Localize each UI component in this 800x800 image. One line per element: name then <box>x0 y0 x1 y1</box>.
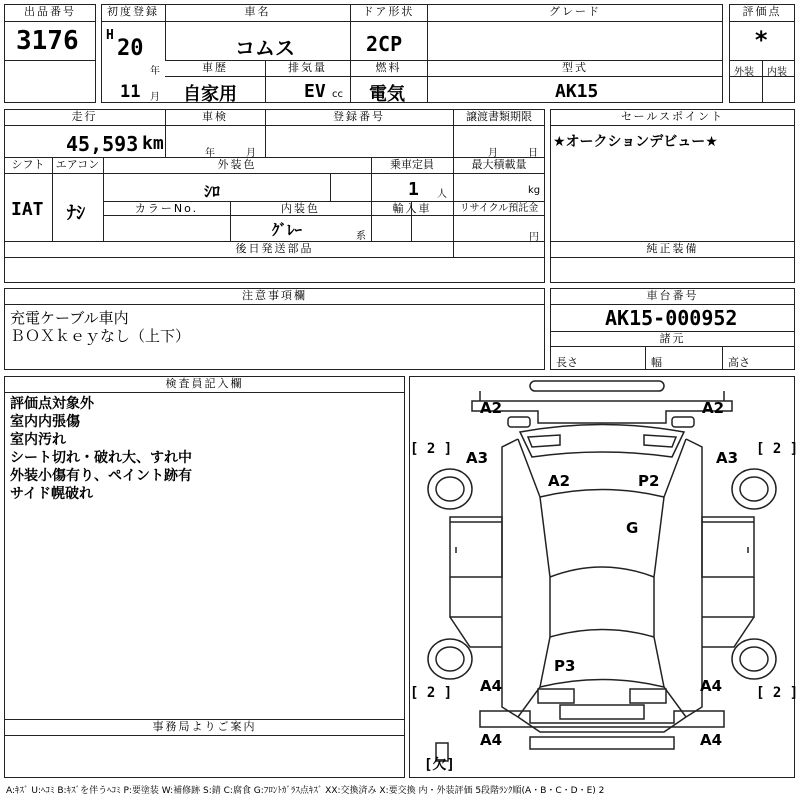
aircon: ﾅｼ <box>67 203 85 224</box>
ext-color-label: 外装色 <box>217 158 257 171</box>
reg-month: 11 <box>120 82 141 102</box>
fuel: 電気 <box>369 84 405 105</box>
capacity: 1 <box>408 179 419 200</box>
capacity-label: 乗車定員 <box>390 158 434 171</box>
mark-front-left: A2 <box>480 399 503 417</box>
int-color-unit: 系 <box>356 231 366 242</box>
later-parts-label: 後日発送部品 <box>235 242 314 255</box>
specs-label: 諸元 <box>659 332 686 345</box>
interior-label: 内装 <box>767 67 787 78</box>
mark-rear-right: A4 <box>700 731 723 749</box>
sales-point: ★オークションデビュー★ <box>553 134 718 150</box>
mark-seat-right: P2 <box>638 472 660 490</box>
month-unit: 月 <box>150 92 160 103</box>
int-color-label: 内装色 <box>281 202 320 215</box>
insp-year-unit: 年 <box>205 148 215 159</box>
reg-year: 20 <box>117 36 144 61</box>
tire-rear-left: [ 2 ] <box>410 685 453 701</box>
mark-front-right: A2 <box>702 399 725 417</box>
exterior-label: 外装 <box>734 67 754 78</box>
inspector-label: 検査員記入欄 <box>165 377 244 390</box>
insp-month-unit: 月 <box>246 148 256 159</box>
car-diagram-drawing <box>410 377 794 777</box>
year-unit: 年 <box>150 66 160 77</box>
mark-left-front: A3 <box>466 449 489 467</box>
height-label: 高さ <box>728 356 750 369</box>
spare-tire-mark: [欠] <box>424 757 455 773</box>
sales-point-label: セールスポイント <box>620 110 724 123</box>
shift: IAT <box>11 199 44 220</box>
score-label: 評価点 <box>742 5 782 18</box>
office-label: 事務局よりご案内 <box>152 720 257 733</box>
history-label: 車歴 <box>202 61 228 74</box>
max-load-unit: kg <box>528 185 541 196</box>
length-label: 長さ <box>556 356 578 369</box>
mileage-label: 走行 <box>71 110 98 123</box>
chassis-label: 車台番号 <box>646 289 699 302</box>
caution-label: 注意事項欄 <box>242 289 307 302</box>
lot-number-label: 出品番号 <box>24 5 76 18</box>
mileage: 45,593 <box>66 132 139 156</box>
lot-number: 3176 <box>16 26 79 56</box>
tire-rear-right: [ 2 ] <box>756 685 799 701</box>
legend: A:ｷｽﾞ U:ﾍｺﾐ B:ｷｽﾞを伴うﾍｺﾐ P:要塗装 W:補修跡 S:錆 C:腐食 G:ﾌﾛﾝﾄｶﾞﾗｽ点ｷｽﾞ XX:交換済み X:要交換 内・外装評価 5段階ﾗﾝｸ順(A・B・C・D・E) 2 <box>6 786 605 796</box>
mark-rear-left: A4 <box>480 731 503 749</box>
fuel-label: 燃料 <box>375 61 402 74</box>
displacement-unit: cc <box>332 89 343 100</box>
score: * <box>754 26 769 54</box>
history: 自家用 <box>183 84 237 105</box>
caution-text: 充電ケーブル車内 ＢＯＸｋｅｙなし（上下） <box>10 309 191 345</box>
reg-no-label: 登録番号 <box>333 110 385 123</box>
transfer-day-unit: 日 <box>528 148 538 159</box>
displacement: EV <box>304 81 326 102</box>
width-label: 幅 <box>651 356 662 369</box>
ext-color: ｼﾛ <box>204 182 221 201</box>
mileage-unit: km <box>142 133 164 154</box>
mark-right-rear: A4 <box>700 677 723 695</box>
displacement-label: 排気量 <box>288 61 327 74</box>
capacity-unit: 人 <box>437 189 447 200</box>
model-code: AK15 <box>555 81 599 102</box>
int-color: ｸﾞﾚｰ <box>272 221 303 239</box>
chassis-number: AK15-000952 <box>605 306 738 330</box>
inspector-text: 評価点対象外 室内内張傷 室内汚れ シート切れ・破れ大、すれ中 外装小傷有り、ペイント跡有 サイド幌破れ <box>10 396 192 502</box>
tire-front-left: [ 2 ] <box>410 441 453 457</box>
recycle-label: リサイクル預託金 <box>459 203 539 214</box>
import-label: 輸入車 <box>392 202 432 215</box>
recycle-unit: 円 <box>529 232 539 243</box>
mark-right-front: A3 <box>716 449 739 467</box>
inspection-label: 車検 <box>202 110 228 123</box>
door-label: ドア形状 <box>362 5 415 18</box>
mark-left-rear: A4 <box>480 677 503 695</box>
tire-front-right: [ 2 ] <box>756 441 799 457</box>
color-no-label: カラーNo. <box>134 202 199 215</box>
door-type: 2CP <box>366 32 403 56</box>
era-letter: H <box>106 28 114 43</box>
transfer-label: 譲渡書類期限 <box>466 110 532 123</box>
mark-rear-seat: P3 <box>554 657 576 675</box>
genuine-label: 純正装備 <box>646 242 699 255</box>
car-name-label: 車名 <box>244 5 271 18</box>
grade-label: グレード <box>549 5 601 18</box>
max-load-label: 最大積載量 <box>471 158 527 171</box>
car-name: コムス <box>235 36 295 60</box>
transfer-month-unit: 月 <box>488 148 498 159</box>
model-label: 型式 <box>562 61 588 74</box>
aircon-label: エアコン <box>55 158 100 171</box>
mark-center: G <box>626 519 639 537</box>
mark-seat-left: A2 <box>548 472 571 490</box>
first-reg-label: 初度登録 <box>107 5 159 18</box>
shift-label: シフト <box>11 158 45 171</box>
car-diagram <box>409 376 799 778</box>
